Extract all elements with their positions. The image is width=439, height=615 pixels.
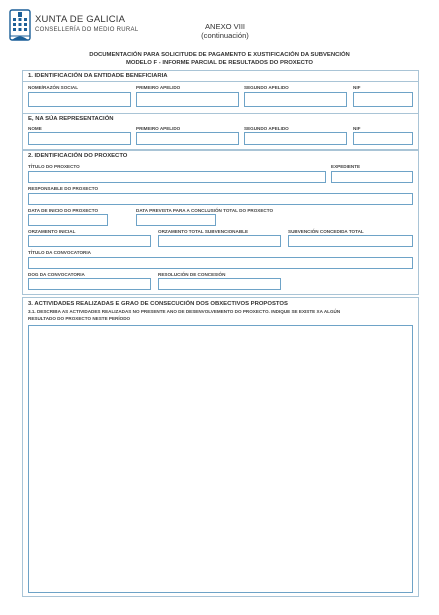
representative-name-label: NOME xyxy=(28,126,42,131)
activities-description-textarea[interactable] xyxy=(28,325,413,593)
project-section-title: 2. IDENTIFICACIÓN DO PROXECTO xyxy=(28,153,128,159)
beneficiary-name-field[interactable] xyxy=(28,92,131,107)
annex-subtitle: (continuación) xyxy=(201,31,249,40)
initial-budget-field[interactable] xyxy=(28,235,151,247)
representative-second-surname-field[interactable] xyxy=(244,132,347,145)
organization-name: XUNTA DE GALICIA xyxy=(35,14,126,25)
representative-name-field[interactable] xyxy=(28,132,131,145)
beneficiary-first-surname-field[interactable] xyxy=(136,92,239,107)
representative-second-surname-label: SEGUNDO APELIDO xyxy=(244,126,289,131)
beneficiary-nif-field[interactable] xyxy=(353,92,413,107)
beneficiary-section xyxy=(22,70,419,150)
document-title-line-2: MODELO F - INFORME PARCIAL DE RESULTADOS DO PROXECTO xyxy=(126,60,313,66)
department-name: CONSELLERÍA DO MEDIO RURAL xyxy=(35,27,139,33)
granted-subsidy-label: SUBVENCIÓN CONCEDIDA TOTAL xyxy=(288,229,364,234)
end-date-label: DATA PREVISTA PARA A CONCLUSIÓN TOTAL DO PROXECTO xyxy=(136,208,274,213)
eligible-budget-label: ORZAMENTO TOTAL SUBVENCIONABLE xyxy=(158,229,249,234)
project-responsible-label: RESPONSABLE DO PROXECTO xyxy=(28,186,99,191)
call-dog-field[interactable] xyxy=(28,278,151,290)
coat-of-arms-icon xyxy=(9,9,31,42)
representative-first-surname-label: PRIMEIRO APELIDO xyxy=(136,126,181,131)
grant-resolution-label: RESOLUCIÓN DE CONCESIÓN xyxy=(158,272,226,277)
file-number-field[interactable] xyxy=(331,171,413,183)
project-responsible-field[interactable] xyxy=(28,193,413,205)
beneficiary-first-surname-label: PRIMEIRO APELIDO xyxy=(136,85,181,90)
section-divider xyxy=(23,113,418,114)
beneficiary-second-surname-field[interactable] xyxy=(244,92,347,107)
beneficiary-name-label: NOME/RAZÓN SOCIAL xyxy=(28,85,79,90)
grant-resolution-field[interactable] xyxy=(158,278,281,290)
project-title-field[interactable] xyxy=(28,171,326,183)
activities-section xyxy=(22,297,419,597)
call-dog-label: DOG DA CONVOCATORIA xyxy=(28,272,85,277)
activities-section-title: 3. ACTIVIDADES REALIZADAS E GRAO DE CONSECUCIÓN DOS OBXECTIVOS PROPOSTOS xyxy=(28,301,288,307)
annex-title: ANEXO VIII xyxy=(204,22,246,31)
call-title-field[interactable] xyxy=(28,257,413,269)
granted-subsidy-field[interactable] xyxy=(288,235,413,247)
call-title-label: TÍTULO DA CONVOCATORIA xyxy=(28,250,91,255)
beneficiary-second-surname-label: SEGUNDO APELIDO xyxy=(244,85,289,90)
representation-section-title: E, NA SÚA REPRESENTACIÓN xyxy=(28,116,114,122)
section-divider xyxy=(23,81,418,82)
start-date-field[interactable] xyxy=(28,214,108,226)
start-date-label: DATA DE INICIO DO PROXECTO xyxy=(28,208,99,213)
project-section xyxy=(22,150,419,295)
initial-budget-label: ORZAMENTO INICIAL xyxy=(28,229,76,234)
project-title-label: TÍTULO DO PROXECTO xyxy=(28,164,80,169)
beneficiary-section-title: 1. IDENTIFICACIÓN DA ENTIDADE BENEFICIARIA xyxy=(28,73,168,79)
activities-question-line-2: RESULTADO DO PROXECTO NESTE PERÍODO xyxy=(28,316,131,321)
representative-nif-field[interactable] xyxy=(353,132,413,145)
eligible-budget-field[interactable] xyxy=(158,235,281,247)
representative-first-surname-field[interactable] xyxy=(136,132,239,145)
representative-nif-label: NIF xyxy=(353,126,361,131)
activities-question-line-1: 3.1. DESCRIBA AS ACTIVIDADES REALIZADAS NO PRESENTE ANO DE DESENVOLVEMENTO DO PROXECTO. INDIQUE SE EXISTE XA ALGÚN xyxy=(28,309,341,314)
beneficiary-nif-label: NIF xyxy=(353,85,361,90)
end-date-field[interactable] xyxy=(136,214,216,226)
document-title-line-1: DOCUMENTACIÓN PARA SOLICITUDE DE PAGAMENTO E XUSTIFICACIÓN DA SUBVENCIÓN xyxy=(89,52,350,58)
file-number-label: EXPEDIENTE xyxy=(331,164,361,169)
